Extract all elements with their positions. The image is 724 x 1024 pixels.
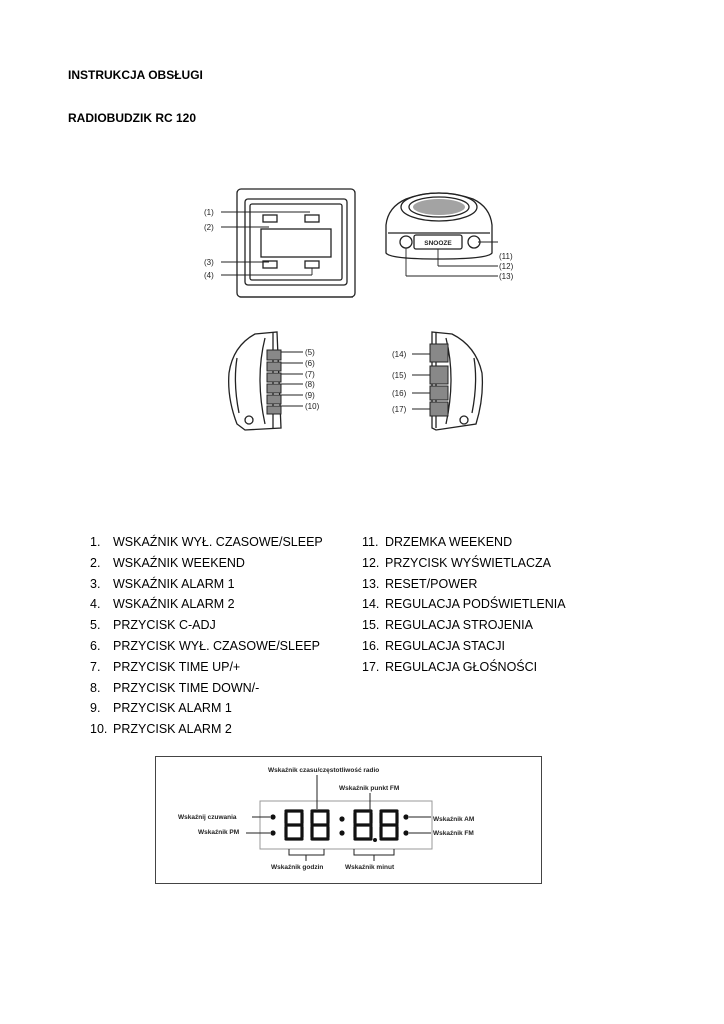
label-17: (17) (392, 405, 407, 414)
top-view-figure (378, 185, 523, 290)
left-side-view-figure (185, 328, 335, 438)
parts-list-text: PRZYCISK TIME DOWN/- (113, 680, 260, 695)
parts-list-text: REGULACJA PODŚWIETLENIA (385, 597, 566, 612)
right-side-view-figure (390, 328, 500, 438)
label-10: (10) (305, 402, 320, 411)
parts-list-item (90, 532, 323, 553)
parts-list-text: WSKAŹNIK WYŁ. CZASOWE/SLEEP (113, 535, 323, 549)
parts-list-text: WSKAŹNIK ALARM 1 (113, 576, 235, 591)
label-3: (3) (204, 258, 214, 267)
label-fm: Wskaźnik FM (433, 830, 474, 837)
parts-list-text: PRZYCISK WYŚWIETLACZA (385, 555, 551, 570)
parts-list-number: 10. (90, 722, 108, 737)
parts-list-item (362, 553, 566, 574)
parts-list-text: WSKAŹNIK ALARM 2 (113, 597, 235, 612)
parts-list-item (90, 574, 323, 595)
label-8: (8) (305, 380, 315, 389)
parts-list-text: PRZYCISK ALARM 2 (113, 722, 232, 737)
parts-list-number: 9. (90, 701, 101, 716)
label-15: (15) (392, 371, 407, 380)
parts-list-text: RESET/POWER (385, 576, 478, 591)
parts-list-item (90, 678, 323, 699)
parts-list-number: 14. (362, 597, 380, 612)
parts-list-item (362, 594, 566, 615)
parts-list-number: 8. (90, 680, 101, 695)
parts-list-number: 5. (90, 618, 101, 633)
parts-list-number: 3. (90, 576, 101, 591)
parts-list-item (362, 657, 566, 678)
parts-list-item (362, 615, 566, 636)
label-standby: Wskaźnij czuwania (178, 814, 237, 821)
parts-list-right (362, 532, 566, 678)
label-am: Wskaźnik AM (433, 816, 475, 823)
parts-list-number: 17. (362, 659, 380, 674)
parts-list-text: WSKAŹNIK WEEKEND (113, 555, 245, 570)
parts-list-item (90, 698, 323, 719)
label-7: (7) (305, 370, 315, 379)
label-6: (6) (305, 359, 315, 368)
parts-list-item (90, 657, 323, 678)
label-5: (5) (305, 348, 315, 357)
label-hours: Wskaźnik godzin (271, 864, 324, 871)
parts-list-number: 12. (362, 555, 380, 570)
parts-list-number: 11. (362, 535, 379, 549)
label-14: (14) (392, 350, 407, 359)
parts-list-text: PRZYCISK C-ADJ (113, 618, 216, 633)
label-4: (4) (204, 271, 214, 280)
label-9: (9) (305, 391, 315, 400)
parts-list-item (90, 553, 323, 574)
parts-list-text: REGULACJA STACJI (385, 638, 505, 653)
parts-list-item (90, 615, 323, 636)
parts-list-number: 15. (362, 618, 380, 633)
parts-list-number: 6. (90, 638, 101, 653)
parts-list-item (362, 574, 566, 595)
label-time-freq: Wskaźnik czasu/częstotliwość radio (268, 767, 380, 774)
parts-list-text: DRZEMKA WEEKEND (385, 535, 513, 549)
label-11: (11) (499, 252, 513, 261)
parts-list-number: 4. (90, 597, 101, 612)
parts-list-text: REGULACJA GŁOŚNOŚCI (385, 659, 538, 674)
display-diagram (155, 756, 542, 884)
parts-list-text: REGULACJA STROJENIA (385, 618, 533, 633)
parts-list-number: 16. (362, 638, 380, 653)
label-fm-point: Wskaźnik punkt FM (339, 785, 400, 792)
parts-list-text: PRZYCISK WYŁ. CZASOWE/SLEEP (113, 638, 320, 653)
parts-list-number: 13. (362, 576, 380, 591)
parts-list-text: PRZYCISK ALARM 1 (113, 701, 232, 716)
parts-list-number: 1. (90, 535, 101, 549)
label-minutes: Wskaźnik minut (345, 864, 395, 871)
model-title: RADIOBUDZIK RC 120 (68, 111, 197, 125)
parts-list-item (90, 636, 323, 657)
parts-list-item (90, 594, 323, 615)
parts-list-item (362, 532, 566, 553)
front-view-figure (195, 185, 365, 305)
label-16: (16) (392, 389, 407, 398)
parts-list-number: 2. (90, 555, 101, 570)
parts-list-left (90, 532, 323, 740)
label-1: (1) (204, 208, 214, 217)
document-title: INSTRUKCJA OBSŁUGI (68, 68, 203, 82)
parts-list-text: PRZYCISK TIME UP/+ (113, 659, 241, 674)
label-pm: Wskaźnik PM (198, 829, 240, 836)
label-12: (12) (499, 262, 514, 271)
display-diagram-svg (156, 757, 540, 882)
parts-list-item (90, 719, 323, 740)
parts-list-item (362, 636, 566, 657)
label-13: (13) (499, 272, 514, 281)
snooze-button-label: SNOOZE (424, 240, 452, 247)
label-2: (2) (204, 223, 214, 232)
parts-list-number: 7. (90, 659, 101, 674)
